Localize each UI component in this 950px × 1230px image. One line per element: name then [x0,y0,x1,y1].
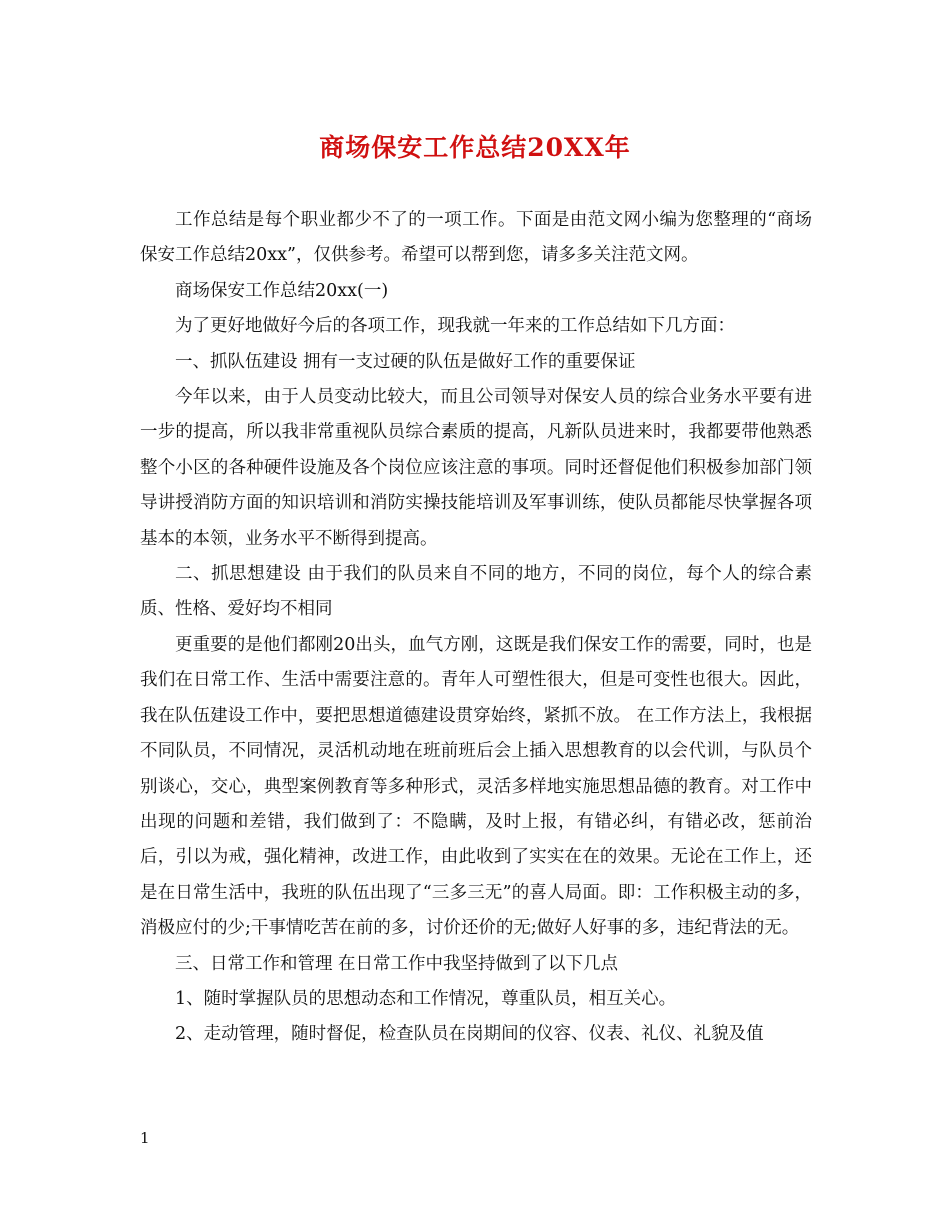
paragraph-team-building: 今年以来，由于人员变动比较大，而且公司领导对保安人员的综合业务水平要有进一步的提高，所以我非常重视队员综合素质的提高，凡新队员进来时，我都要带他熟悉整个小区的各种硬件设施及各个岗位应该注意的事项。同时还督促他们积极参加部门领导讲授消防方面的知识培训和消防实操技能培训及军事训练，使队员都能尽快掌握各项基本的本领，业务水平不断得到提高。 [140,387,812,549]
paragraph-intro: 工作总结是每个职业都少不了的一项工作。下面是由范文网小编为您整理的“商场保安工作总结20xx”，仅供参考。希望可以帮到您，请多多关注范文网。 [140,210,812,266]
document-body [140,203,812,1053]
paragraph-thought-building: 更重要的是他们都刚20出头，血气方刚，这既是我们保安工作的需要，同时，也是我们在日常工作、生活中需要注意的。青年人可塑性很大，但是可变性也很大。因此，我在队伍建设工作中，要把思想道德建设贯穿始终，紧抓不放。 在工作方法上，我根据不同队员，不同情况，灵活机动地在班前班后会上插入思想教育的以会代训，与队员个别谈心，交心，典型案例教育等多种形式，灵活多样地实施思想品德的教育。对工作中出现的问题和差错，我们做到了：不隐瞒，及时上报，有错必纠，有错必改，惩前治后，引以为戒，强化精神，改进工作，由此收到了实实在在的效果。无论在工作上，还是在日常生活中，我班的队伍出现了“三多三无”的喜人局面。即：工作积极主动的多，消极应付的少;干事情吃苦在前的多，讨价还价的无;做好人好事的多，违纪背法的无。 [140,634,812,939]
paragraph-point-2: 2、走动管理，随时督促，检查队员在岗期间的仪容、仪表、礼仪、礼貌及值 [175,1024,764,1045]
paragraph-heading-3: 三、日常工作和管理 在日常工作中我坚持做到了以下几点 [175,953,619,974]
page-number: 1 [140,1129,150,1147]
paragraph-point-1: 1、随时掌握队员的思想动态和工作情况，尊重队员，相互关心。 [175,988,677,1009]
paragraph-heading-1: 一、抓队伍建设 拥有一支过硬的队伍是做好工作的重要保证 [175,351,636,372]
paragraph-heading-2: 二、抓思想建设 由于我们的队员来自不同的地方，不同的岗位，每个人的综合素质、性格、爱好均不相同 [140,564,812,620]
paragraph-subtitle: 商场保安工作总结20xx(一) [175,280,389,301]
document-title: 商场保安工作总结20XX年 [319,133,631,162]
paragraph-overview: 为了更好地做好今后的各项工作，现我就一年来的工作总结如下几方面： [175,316,735,337]
